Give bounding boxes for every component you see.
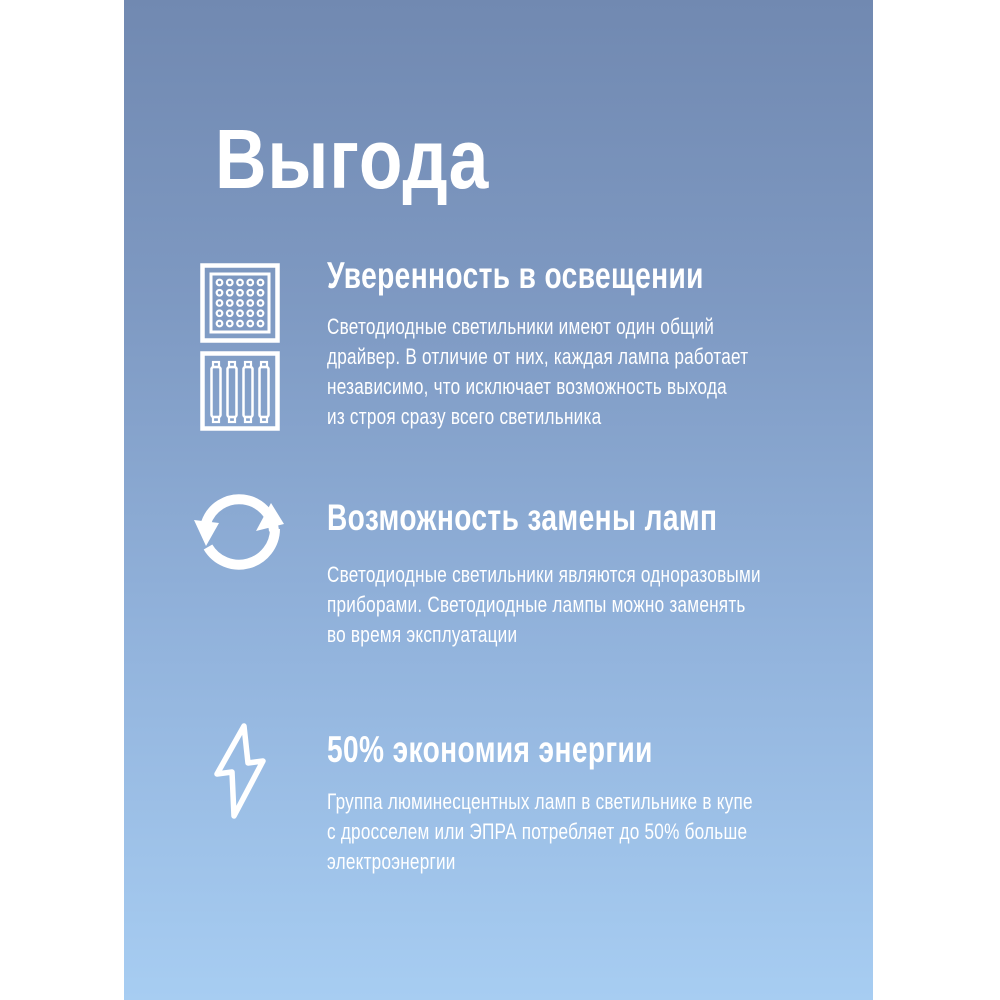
section-body-lighting-confidence: Светодиодные светильники имеют один общий драйвер. В отличие от них, каждая лампа работает независимо, что исключает возможность выхода из строя сразу всего светильника — [327, 314, 749, 429]
refresh-arrows-icon — [194, 489, 286, 581]
section-heading-energy-saving: 50% экономия энергии — [327, 729, 653, 770]
page-title: Выгода — [215, 112, 490, 206]
lightning-bolt-icon — [200, 714, 280, 829]
section-body-lamp-replacement: Светодиодные светильники являются одноразовыми приборами. Светодиодные лампы можно заменять во время эксплуатации — [327, 562, 761, 647]
section-body-energy-saving: Группа люминесцентных ламп в светильнике в купе с дросселем или ЭПРА потребляет до 50% больше электроэнергии — [327, 789, 753, 874]
led-panel-and-tubes-icon — [198, 262, 282, 432]
section-heading-lamp-replacement: Возможность замены ламп — [327, 497, 718, 538]
benefits-panel — [124, 0, 873, 1000]
section-heading-lighting-confidence: Уверенность в освещении — [327, 255, 704, 296]
